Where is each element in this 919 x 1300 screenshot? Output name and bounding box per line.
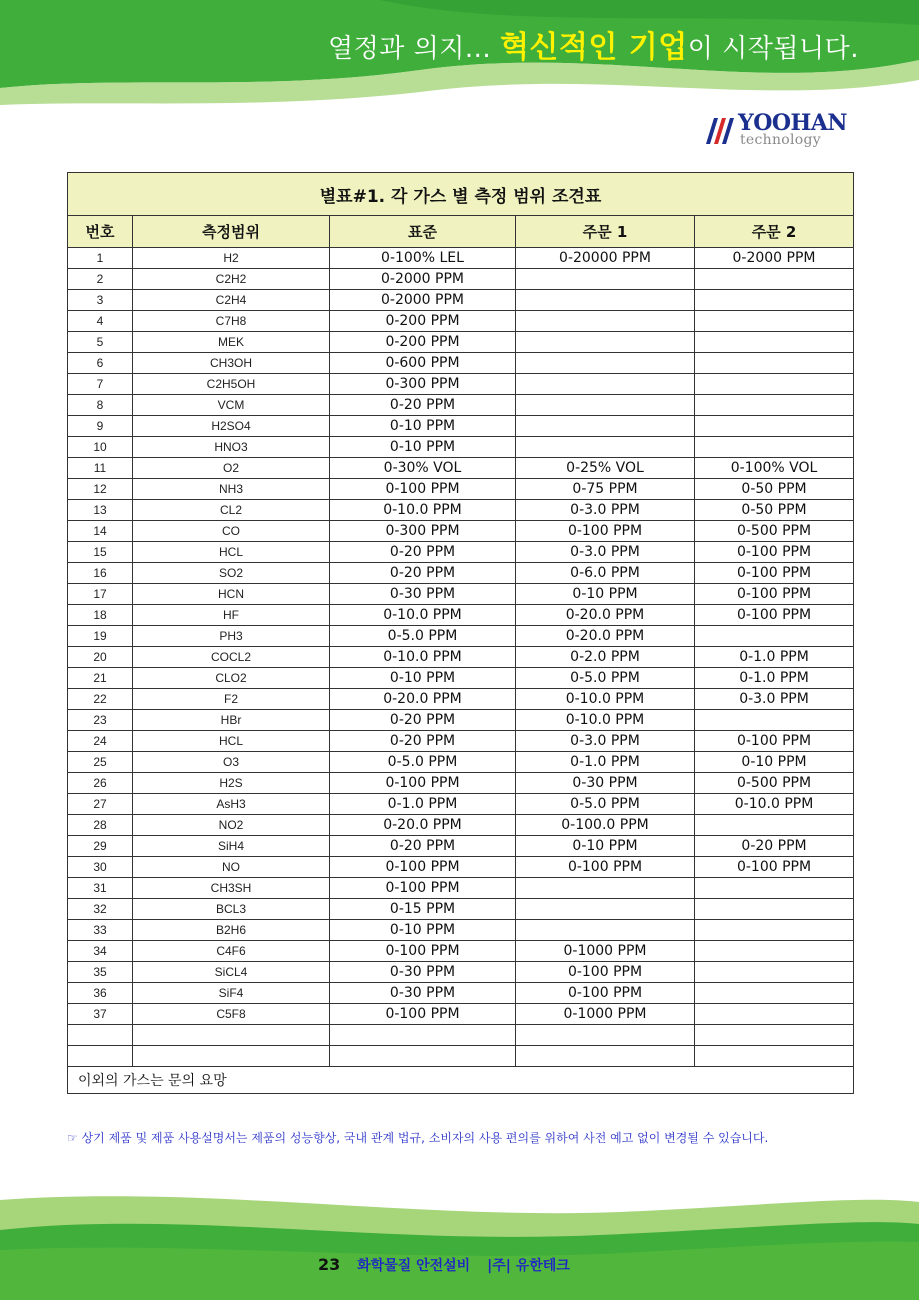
cell-gas: SiH4 <box>133 836 330 857</box>
cell-order1: 0-2.0 PPM <box>516 647 695 668</box>
cell-order1 <box>516 1025 695 1046</box>
table-row <box>68 290 854 311</box>
cell-gas: MEK <box>133 332 330 353</box>
cell-number: 27 <box>68 794 133 815</box>
cell-order2: 0-10 PPM <box>695 752 854 773</box>
cell-gas: F2 <box>133 689 330 710</box>
table-row <box>68 437 854 458</box>
cell-standard: 0-5.0 PPM <box>330 626 516 647</box>
column-header-order2: 주문 2 <box>695 216 854 248</box>
cell-number: 16 <box>68 563 133 584</box>
header-slogan <box>328 22 859 66</box>
cell-standard: 0-10.0 PPM <box>330 605 516 626</box>
cell-order1 <box>516 374 695 395</box>
cell-number: 33 <box>68 920 133 941</box>
table-row <box>68 962 854 983</box>
cell-gas: C7H8 <box>133 311 330 332</box>
cell-gas: HCL <box>133 542 330 563</box>
cell-gas: AsH3 <box>133 794 330 815</box>
cell-gas: C2H5OH <box>133 374 330 395</box>
cell-number: 22 <box>68 689 133 710</box>
cell-number: 30 <box>68 857 133 878</box>
cell-order1: 0-10.0 PPM <box>516 710 695 731</box>
cell-number: 35 <box>68 962 133 983</box>
table-row <box>68 332 854 353</box>
cell-number <box>68 1046 133 1067</box>
cell-gas: O3 <box>133 752 330 773</box>
cell-standard: 0-300 PPM <box>330 521 516 542</box>
cell-number: 18 <box>68 605 133 626</box>
cell-standard: 0-20 PPM <box>330 836 516 857</box>
cell-order1 <box>516 353 695 374</box>
cell-standard: 0-20 PPM <box>330 563 516 584</box>
cell-number: 26 <box>68 773 133 794</box>
cell-order1: 0-1000 PPM <box>516 941 695 962</box>
cell-standard: 0-100% LEL <box>330 248 516 269</box>
cell-gas: CH3SH <box>133 878 330 899</box>
cell-order1: 0-100 PPM <box>516 962 695 983</box>
cell-number: 12 <box>68 479 133 500</box>
table-row <box>68 668 854 689</box>
cell-order2: 0-100 PPM <box>695 731 854 752</box>
cell-order1: 0-3.0 PPM <box>516 731 695 752</box>
cell-standard: 0-10.0 PPM <box>330 647 516 668</box>
cell-standard: 0-300 PPM <box>330 374 516 395</box>
cell-number: 21 <box>68 668 133 689</box>
cell-standard: 0-2000 PPM <box>330 290 516 311</box>
cell-order1: 0-1000 PPM <box>516 1004 695 1025</box>
cell-number: 6 <box>68 353 133 374</box>
table-row <box>68 479 854 500</box>
cell-gas: HF <box>133 605 330 626</box>
cell-order1: 0-20000 PPM <box>516 248 695 269</box>
cell-order2 <box>695 1004 854 1025</box>
cell-gas: SO2 <box>133 563 330 584</box>
cell-order2 <box>695 374 854 395</box>
column-header-gas: 측정범위 <box>133 216 330 248</box>
logo-name: YOOHAN <box>738 110 847 136</box>
cell-standard: 0-20 PPM <box>330 710 516 731</box>
cell-gas: NO <box>133 857 330 878</box>
table-title: 별표#1. 각 가스 별 측정 범위 조견표 <box>68 173 854 216</box>
table-row <box>68 248 854 269</box>
table-row <box>68 689 854 710</box>
cell-standard: 0-200 PPM <box>330 311 516 332</box>
cell-standard <box>330 1046 516 1067</box>
cell-order2: 0-500 PPM <box>695 773 854 794</box>
cell-order2 <box>695 290 854 311</box>
cell-gas: CH3OH <box>133 353 330 374</box>
cell-standard: 0-20.0 PPM <box>330 689 516 710</box>
cell-order2: 0-100 PPM <box>695 542 854 563</box>
table-row <box>68 752 854 773</box>
cell-order1 <box>516 395 695 416</box>
cell-gas: NO2 <box>133 815 330 836</box>
column-header-standard: 표준 <box>330 216 516 248</box>
cell-order1 <box>516 920 695 941</box>
cell-order2 <box>695 920 854 941</box>
table-row <box>68 416 854 437</box>
cell-order2 <box>695 815 854 836</box>
cell-order2 <box>695 983 854 1004</box>
cell-order1: 0-20.0 PPM <box>516 605 695 626</box>
cell-number <box>68 1025 133 1046</box>
table-row <box>68 395 854 416</box>
table-header-row <box>68 216 854 248</box>
cell-number: 32 <box>68 899 133 920</box>
cell-order2: 0-2000 PPM <box>695 248 854 269</box>
table-row <box>68 941 854 962</box>
cell-standard <box>330 1025 516 1046</box>
cell-gas: HCN <box>133 584 330 605</box>
table-footer-note: 이외의 가스는 문의 요망 <box>68 1067 854 1094</box>
page-number: 23 <box>318 1255 341 1274</box>
cell-order1: 0-10 PPM <box>516 836 695 857</box>
table-row <box>68 920 854 941</box>
table-row <box>68 794 854 815</box>
cell-number: 5 <box>68 332 133 353</box>
cell-number: 9 <box>68 416 133 437</box>
table-row <box>68 269 854 290</box>
cell-order1 <box>516 332 695 353</box>
table-row <box>68 983 854 1004</box>
cell-order2 <box>695 332 854 353</box>
cell-order1 <box>516 1046 695 1067</box>
cell-order1 <box>516 878 695 899</box>
cell-gas: H2 <box>133 248 330 269</box>
table-row <box>68 647 854 668</box>
slogan-prefix: 열정과 의지... <box>328 34 492 64</box>
cell-number: 19 <box>68 626 133 647</box>
cell-order2: 0-100 PPM <box>695 857 854 878</box>
cell-gas: C4F6 <box>133 941 330 962</box>
cell-standard: 0-30 PPM <box>330 584 516 605</box>
cell-number: 11 <box>68 458 133 479</box>
cell-standard: 0-10 PPM <box>330 920 516 941</box>
cell-gas: O2 <box>133 458 330 479</box>
cell-gas: H2S <box>133 773 330 794</box>
cell-order2 <box>695 962 854 983</box>
company-logo <box>700 112 860 154</box>
table-row <box>68 836 854 857</box>
cell-number: 20 <box>68 647 133 668</box>
cell-standard: 0-100 PPM <box>330 773 516 794</box>
table-row <box>68 815 854 836</box>
table-row <box>68 773 854 794</box>
cell-order2: 0-10.0 PPM <box>695 794 854 815</box>
cell-gas: BCL3 <box>133 899 330 920</box>
page-footer <box>0 1190 919 1300</box>
cell-order2 <box>695 941 854 962</box>
table-row <box>68 353 854 374</box>
table-body <box>68 248 854 1067</box>
table-row <box>68 374 854 395</box>
cell-standard: 0-20 PPM <box>330 542 516 563</box>
cell-standard: 0-20.0 PPM <box>330 815 516 836</box>
cell-number: 10 <box>68 437 133 458</box>
cell-gas: C5F8 <box>133 1004 330 1025</box>
cell-standard: 0-100 PPM <box>330 479 516 500</box>
cell-order1: 0-10 PPM <box>516 584 695 605</box>
cell-order2 <box>695 626 854 647</box>
cell-order2: 0-100 PPM <box>695 563 854 584</box>
cell-order2: 0-20 PPM <box>695 836 854 857</box>
cell-order2: 0-50 PPM <box>695 500 854 521</box>
cell-standard: 0-100 PPM <box>330 1004 516 1025</box>
cell-order2 <box>695 395 854 416</box>
cell-gas: COCL2 <box>133 647 330 668</box>
cell-number: 31 <box>68 878 133 899</box>
cell-gas: C2H2 <box>133 269 330 290</box>
cell-standard: 0-30 PPM <box>330 983 516 1004</box>
cell-standard: 0-10.0 PPM <box>330 500 516 521</box>
logo-subtitle: technology <box>740 132 821 148</box>
table-row <box>68 500 854 521</box>
cell-order2: 0-100 PPM <box>695 605 854 626</box>
footer-wave-graphic <box>0 1190 919 1300</box>
cell-order1 <box>516 416 695 437</box>
page-header <box>0 0 919 110</box>
cell-gas: H2SO4 <box>133 416 330 437</box>
cell-order2: 0-1.0 PPM <box>695 647 854 668</box>
cell-number: 4 <box>68 311 133 332</box>
cell-order1: 0-1.0 PPM <box>516 752 695 773</box>
cell-order2 <box>695 437 854 458</box>
slogan-highlight: 혁신적인 기업 <box>499 30 688 65</box>
cell-order2 <box>695 1046 854 1067</box>
cell-number: 34 <box>68 941 133 962</box>
table-row <box>68 542 854 563</box>
cell-standard: 0-5.0 PPM <box>330 752 516 773</box>
notice-text: ☞ 상기 제품 및 제품 사용설명서는 제품의 성능향상, 국내 관계 법규, 소비자의 사용 편의를 위하여 사전 예고 없이 변경될 수 있습니다. <box>67 1131 769 1145</box>
cell-number: 14 <box>68 521 133 542</box>
cell-order1 <box>516 311 695 332</box>
table-row <box>68 899 854 920</box>
cell-gas: SiCL4 <box>133 962 330 983</box>
cell-gas <box>133 1046 330 1067</box>
cell-order1: 0-100 PPM <box>516 857 695 878</box>
cell-gas: NH3 <box>133 479 330 500</box>
cell-standard: 0-20 PPM <box>330 731 516 752</box>
gas-range-table <box>67 172 854 1094</box>
cell-gas: PH3 <box>133 626 330 647</box>
cell-standard: 0-100 PPM <box>330 857 516 878</box>
cell-order2 <box>695 353 854 374</box>
cell-number: 15 <box>68 542 133 563</box>
table-row <box>68 1025 854 1046</box>
cell-order2 <box>695 416 854 437</box>
cell-standard: 0-10 PPM <box>330 437 516 458</box>
cell-standard: 0-1.0 PPM <box>330 794 516 815</box>
cell-order1: 0-100.0 PPM <box>516 815 695 836</box>
cell-order2 <box>695 311 854 332</box>
cell-order1: 0-3.0 PPM <box>516 500 695 521</box>
footer-caption <box>318 1255 570 1275</box>
cell-order2: 0-50 PPM <box>695 479 854 500</box>
cell-order2: 0-100% VOL <box>695 458 854 479</box>
cell-order2: 0-100 PPM <box>695 584 854 605</box>
cell-standard: 0-100 PPM <box>330 941 516 962</box>
cell-standard: 0-30 PPM <box>330 962 516 983</box>
cell-standard: 0-30% VOL <box>330 458 516 479</box>
cell-order1: 0-100 PPM <box>516 521 695 542</box>
cell-order1: 0-25% VOL <box>516 458 695 479</box>
cell-gas: HBr <box>133 710 330 731</box>
cell-gas: CL2 <box>133 500 330 521</box>
cell-order1: 0-100 PPM <box>516 983 695 1004</box>
column-header-order1: 주문 1 <box>516 216 695 248</box>
cell-order1 <box>516 290 695 311</box>
cell-order1: 0-20.0 PPM <box>516 626 695 647</box>
table-row <box>68 605 854 626</box>
table-row <box>68 857 854 878</box>
table-row <box>68 458 854 479</box>
cell-gas: C2H4 <box>133 290 330 311</box>
table-row <box>68 1004 854 1025</box>
cell-order1 <box>516 899 695 920</box>
cell-number: 3 <box>68 290 133 311</box>
table-row <box>68 1046 854 1067</box>
cell-standard: 0-100 PPM <box>330 878 516 899</box>
cell-number: 24 <box>68 731 133 752</box>
cell-standard: 0-10 PPM <box>330 416 516 437</box>
logo-stripes-icon <box>700 116 738 146</box>
cell-order1: 0-75 PPM <box>516 479 695 500</box>
cell-number: 29 <box>68 836 133 857</box>
cell-order2: 0-1.0 PPM <box>695 668 854 689</box>
table-row <box>68 710 854 731</box>
cell-gas: CO <box>133 521 330 542</box>
cell-standard: 0-20 PPM <box>330 395 516 416</box>
cell-number: 1 <box>68 248 133 269</box>
cell-order1: 0-30 PPM <box>516 773 695 794</box>
cell-number: 23 <box>68 710 133 731</box>
cell-gas: B2H6 <box>133 920 330 941</box>
cell-number: 37 <box>68 1004 133 1025</box>
cell-standard: 0-200 PPM <box>330 332 516 353</box>
cell-number: 36 <box>68 983 133 1004</box>
cell-order2 <box>695 710 854 731</box>
table-row <box>68 311 854 332</box>
cell-number: 2 <box>68 269 133 290</box>
cell-order2 <box>695 899 854 920</box>
footer-company: |주| 유한테크 <box>487 1258 570 1274</box>
cell-gas: HNO3 <box>133 437 330 458</box>
cell-order2 <box>695 1025 854 1046</box>
cell-order2: 0-3.0 PPM <box>695 689 854 710</box>
cell-order1 <box>516 437 695 458</box>
cell-gas: CLO2 <box>133 668 330 689</box>
cell-order2 <box>695 878 854 899</box>
cell-number: 7 <box>68 374 133 395</box>
table-row <box>68 878 854 899</box>
cell-standard: 0-10 PPM <box>330 668 516 689</box>
cell-order2 <box>695 269 854 290</box>
cell-gas <box>133 1025 330 1046</box>
cell-standard: 0-2000 PPM <box>330 269 516 290</box>
table-row <box>68 626 854 647</box>
cell-gas: VCM <box>133 395 330 416</box>
cell-order1: 0-3.0 PPM <box>516 542 695 563</box>
table-row <box>68 584 854 605</box>
cell-order1: 0-6.0 PPM <box>516 563 695 584</box>
cell-order1 <box>516 269 695 290</box>
footer-section: 화학물질 안전설비 <box>357 1258 471 1274</box>
cell-standard: 0-15 PPM <box>330 899 516 920</box>
cell-number: 28 <box>68 815 133 836</box>
cell-gas: SiF4 <box>133 983 330 1004</box>
cell-number: 25 <box>68 752 133 773</box>
table-row <box>68 521 854 542</box>
slogan-suffix: 이 시작됩니다. <box>687 34 859 64</box>
cell-order1: 0-5.0 PPM <box>516 668 695 689</box>
cell-number: 17 <box>68 584 133 605</box>
cell-number: 8 <box>68 395 133 416</box>
cell-order1: 0-5.0 PPM <box>516 794 695 815</box>
cell-order1: 0-10.0 PPM <box>516 689 695 710</box>
table-row <box>68 563 854 584</box>
cell-number: 13 <box>68 500 133 521</box>
column-header-number: 번호 <box>68 216 133 248</box>
table-row <box>68 731 854 752</box>
cell-gas: HCL <box>133 731 330 752</box>
cell-order2: 0-500 PPM <box>695 521 854 542</box>
cell-standard: 0-600 PPM <box>330 353 516 374</box>
